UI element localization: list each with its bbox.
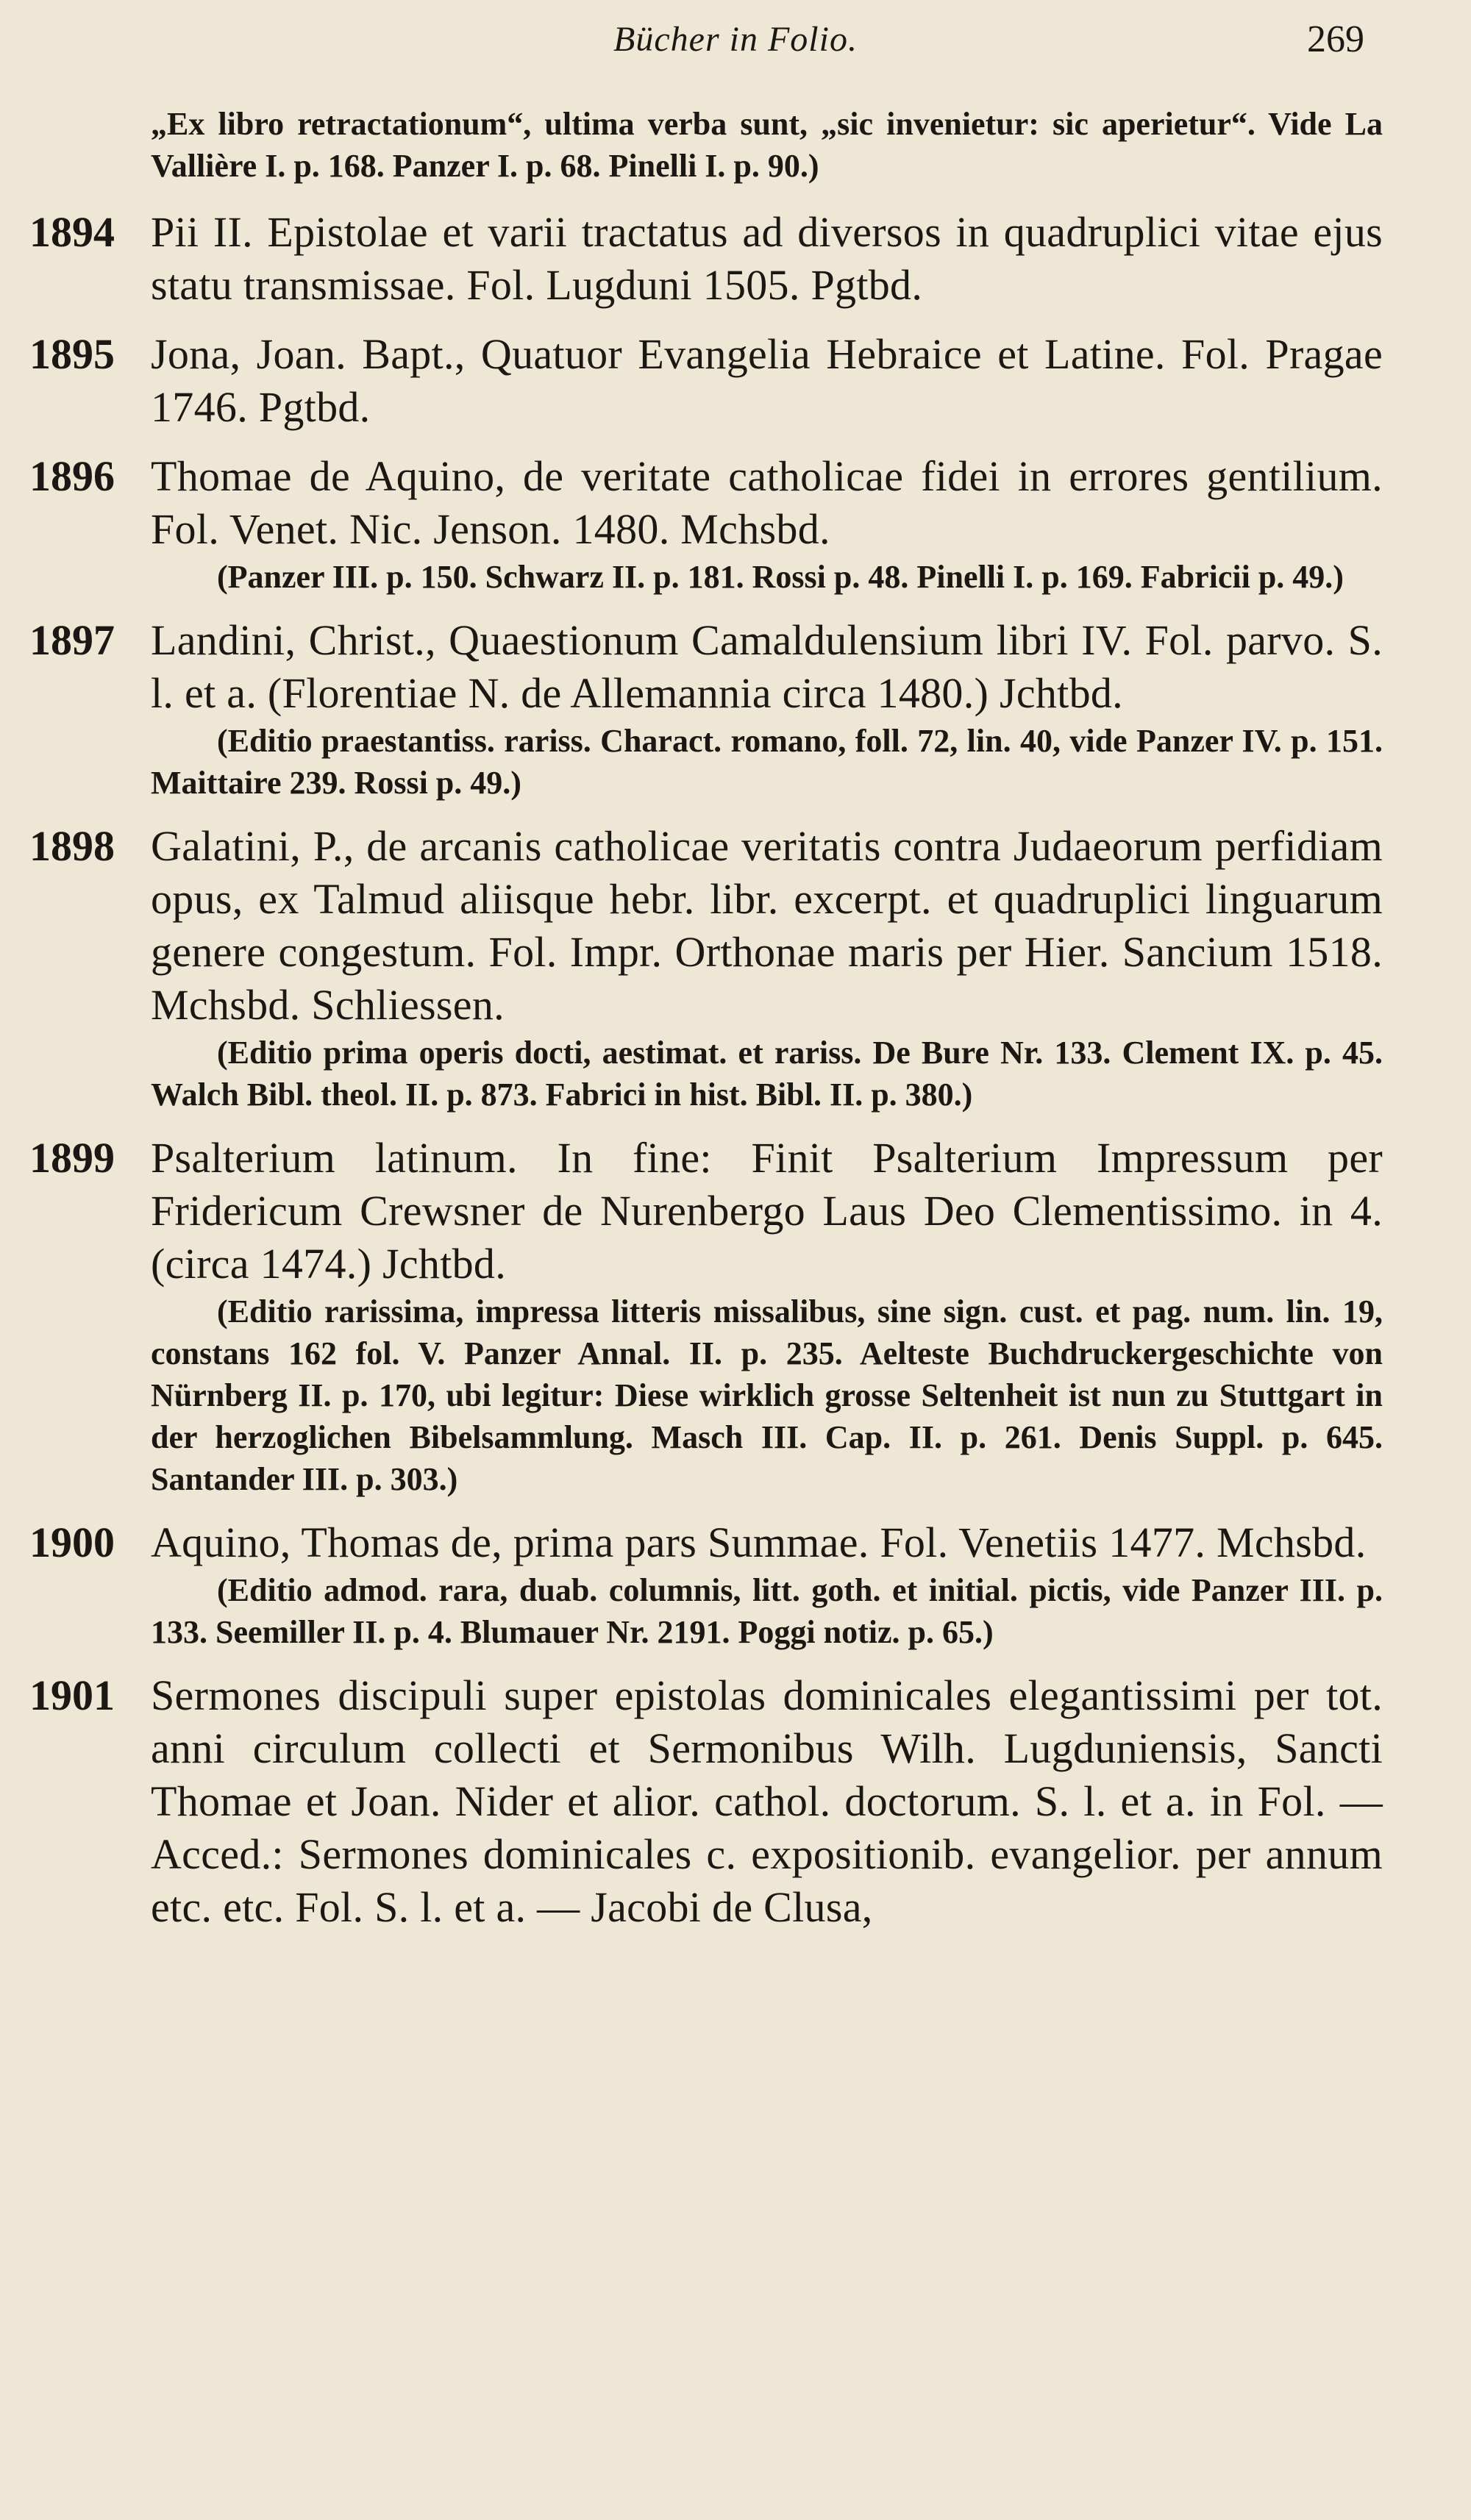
- entry-title: Galatini, P., de arcanis catholicae veritatis contra Judaeorum perfidiam opus, ex Talmud aliisque hebr. libr. excerpt. et quadruplici linguarum genere congestum. Fol. Impr. Orthonae maris per Hier. Sancium 1518. Mchsbd. Schliessen.: [151, 822, 1383, 1029]
- catalog-entry: [29, 1132, 1383, 1500]
- entry-number: 1900: [29, 1518, 115, 1566]
- entry-number: 1898: [29, 822, 115, 870]
- entry-note: (Editio rarissima, impressa litteris missalibus, sine sign. cust. et pag. num. lin. 19, constans 162 fol. V. Panzer Annal. II. p. 235. Aelteste Buchdruckergeschichte von Nürnberg II. p. 170, ubi legitur: Diese wirklich grosse Seltenheit ist nun zu Stuttgart in der herzoglichen Bibelsammlung. Masch III. Cap. II. p. 261. Denis Suppl. p. 645. Santander III. p. 303.): [151, 1293, 1383, 1497]
- entry-title: Aquino, Thomas de, prima pars Summae. Fol. Venetiis 1477. Mchsbd.: [151, 1518, 1367, 1566]
- entry-list: [29, 206, 1383, 1934]
- entry-note: (Editio prima operis docti, aestimat. et rariss. De Bure Nr. 133. Clement IX. p. 45. Walch Bibl. theol. II. p. 873. Fabrici in hist. Bibl. II. p. 380.): [151, 1035, 1383, 1113]
- entry-title: Psalterium latinum. In fine: Finit Psalterium Impressum per Fridericum Crewsner de Nurenbergo Laus Deo Clementissimo. in 4. (circa 1474.) Jchtbd.: [151, 1134, 1383, 1288]
- entry-title: Thomae de Aquino, de veritate catholicae fidei in errores gentilium. Fol. Venet. Nic. Jenson. 1480. Mchsbd.: [151, 452, 1383, 553]
- catalog-entry: [29, 1669, 1383, 1934]
- entry-number: 1895: [29, 330, 115, 378]
- entry-number: 1894: [29, 208, 115, 256]
- entry-title: Landini, Christ., Quaestionum Camaldulensium libri IV. Fol. parvo. S. l. et a. (Florentiae N. de Allemannia circa 1480.) Jchtbd.: [151, 616, 1383, 717]
- entry-note: (Editio admod. rara, duab. columnis, litt. goth. et initial. pictis, vide Panzer III. p. 133. Seemiller II. p. 4. Blumauer Nr. 2191. Poggi notiz. p. 65.): [151, 1572, 1383, 1650]
- catalog-content: [29, 103, 1383, 1950]
- catalog-entry: [29, 206, 1383, 312]
- entry-number: 1899: [29, 1134, 115, 1182]
- entry-note: (Panzer III. p. 150. Schwarz II. p. 181. Rossi p. 48. Pinelli I. p. 169. Fabricii p. 49.): [217, 559, 1344, 595]
- page-number: 269: [1307, 18, 1364, 60]
- entry-title: Sermones discipuli super epistolas dominicales elegantissimi per tot. anni circulum collecti et Sermonibus Wilh. Lugduniensis, Sancti Thomae et Joan. Nider et alior. cathol. doctorum. S. l. et a. in Fol. — Acced.: Sermones dominicales c. expositionib. evangelior. per annum etc. etc. Fol. S. l. et a. — Jacobi de Clusa,: [151, 1671, 1383, 1931]
- entry-number: 1896: [29, 452, 115, 500]
- entry-title: Pii II. Epistolae et varii tractatus ad diversos in quadruplici vitae ejus statu transmissae. Fol. Lugduni 1505. Pgtbd.: [151, 208, 1383, 309]
- running-title: Bücher in Folio.: [613, 20, 858, 59]
- catalog-entry: [29, 820, 1383, 1116]
- entry-number: 1901: [29, 1671, 115, 1719]
- catalog-entry: [29, 614, 1383, 804]
- entry-title: Jona, Joan. Bapt., Quatuor Evangelia Hebraice et Latine. Fol. Pragae 1746. Pgtbd.: [151, 330, 1383, 431]
- catalog-entry: [29, 328, 1383, 434]
- entry-note: (Editio praestantiss. rariss. Charact. romano, foll. 72, lin. 40, vide Panzer IV. p. 151. Maittaire 239. Rossi p. 49.): [151, 723, 1383, 801]
- catalog-entry: [29, 1516, 1383, 1653]
- entry-number: 1897: [29, 616, 115, 664]
- page-header: [0, 13, 1471, 79]
- continuation-note: „Ex libro retractationum“, ultima verba sunt, „sic invenietur: sic aperietur“. Vide La Vallière I. p. 168. Panzer I. p. 68. Pinelli I. p. 90.): [151, 106, 1383, 184]
- catalog-entry: [29, 450, 1383, 598]
